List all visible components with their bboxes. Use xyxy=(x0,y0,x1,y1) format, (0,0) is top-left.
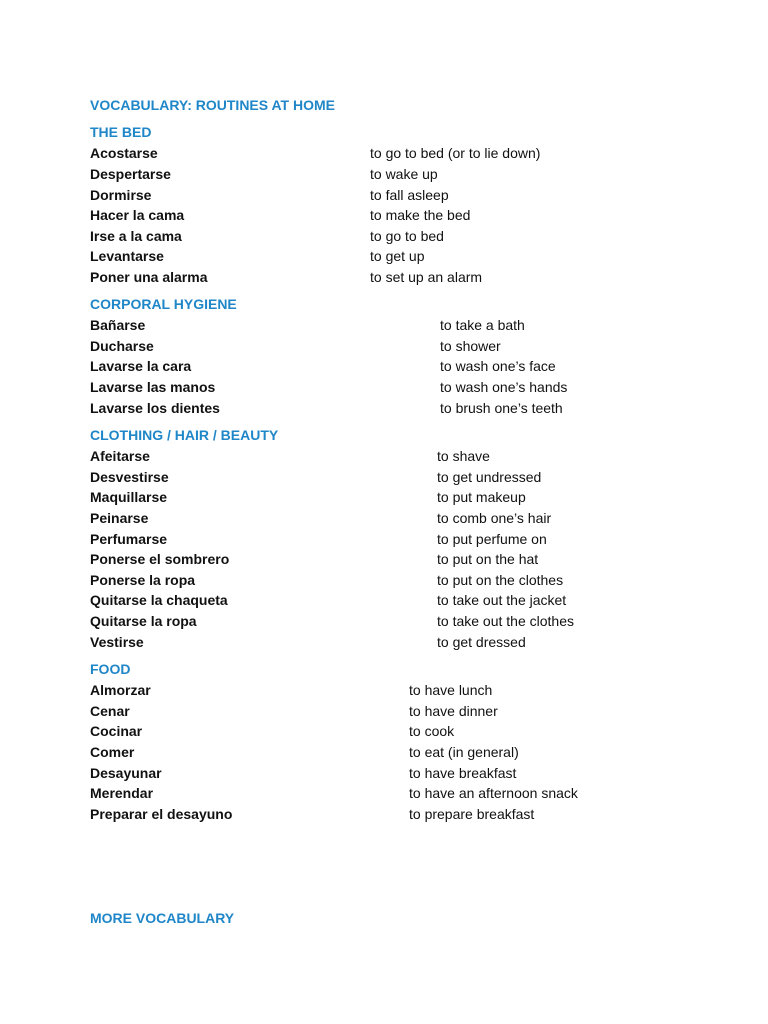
vocab-meaning: to take a bath xyxy=(440,317,525,333)
vocab-meaning: to wake up xyxy=(370,166,438,182)
vocab-meaning: to shower xyxy=(440,338,501,354)
vocab-entry xyxy=(90,448,710,468)
vocab-meaning: to take out the jacket xyxy=(437,592,567,608)
vocab-term: Lavarse las manos xyxy=(90,379,216,395)
vocab-entry xyxy=(90,379,710,399)
vocab-meaning: to take out the clothes xyxy=(437,613,574,629)
vocab-meaning: to fall asleep xyxy=(370,187,449,203)
vocab-term: Preparar el desayuno xyxy=(90,806,233,822)
vocab-term: Dormirse xyxy=(90,187,152,203)
vocab-meaning: to make the bed xyxy=(370,207,471,223)
vocab-entry xyxy=(90,723,710,743)
vocab-term: Vestirse xyxy=(90,634,144,650)
section-heading-more-vocabulary: MORE VOCABULARY xyxy=(90,910,235,926)
vocab-meaning: to have breakfast xyxy=(409,765,517,781)
vocab-term: Ponerse el sombrero xyxy=(90,551,230,567)
vocab-term: Merendar xyxy=(90,785,154,801)
vocab-meaning: to eat (in general) xyxy=(409,744,519,760)
vocab-term: Quitarse la chaqueta xyxy=(90,592,228,608)
vocab-meaning: to wash one’s face xyxy=(440,358,556,374)
vocab-entry xyxy=(90,489,710,509)
vocab-entry xyxy=(90,358,710,378)
vocab-entry xyxy=(90,744,710,764)
vocab-entry xyxy=(90,166,710,186)
vocab-term: Almorzar xyxy=(90,682,151,698)
vocab-entry xyxy=(90,469,710,489)
vocab-term: Lavarse la cara xyxy=(90,358,192,374)
vocab-meaning: to get up xyxy=(370,248,425,264)
vocab-term: Lavarse los dientes xyxy=(90,400,220,416)
vocab-meaning: to brush one’s teeth xyxy=(440,400,563,416)
vocab-entry xyxy=(90,806,710,826)
vocab-entry xyxy=(90,145,710,165)
vocab-term: Irse a la cama xyxy=(90,228,182,244)
vocab-term: Despertarse xyxy=(90,166,171,182)
vocab-meaning: to have lunch xyxy=(409,682,493,698)
vocab-entry xyxy=(90,703,710,723)
vocab-term: Acostarse xyxy=(90,145,158,161)
vocab-term: Desayunar xyxy=(90,765,162,781)
vocab-term: Desvestirse xyxy=(90,469,169,485)
vocab-meaning: to go to bed xyxy=(370,228,444,244)
vocab-entry xyxy=(90,551,710,571)
vocab-term: Bañarse xyxy=(90,317,146,333)
vocab-meaning: to prepare breakfast xyxy=(409,806,535,822)
vocab-meaning: to put perfume on xyxy=(437,531,547,547)
vocab-entry xyxy=(90,187,710,207)
vocab-term: Maquillarse xyxy=(90,489,168,505)
vocab-entry xyxy=(90,400,710,420)
vocab-term: Peinarse xyxy=(90,510,149,526)
vocab-term: Comer xyxy=(90,744,135,760)
vocab-meaning: to have an afternoon snack xyxy=(409,785,578,801)
vocab-entry xyxy=(90,317,710,337)
vocab-meaning: to set up an alarm xyxy=(370,269,483,285)
vocab-entry xyxy=(90,228,710,248)
vocab-term: Cocinar xyxy=(90,723,143,739)
vocab-meaning: to comb one’s hair xyxy=(437,510,552,526)
vocab-entry xyxy=(90,634,710,654)
vocab-entry xyxy=(90,338,710,358)
vocab-term: Hacer la cama xyxy=(90,207,185,223)
vocab-term: Afeitarse xyxy=(90,448,150,464)
vocab-entry xyxy=(90,207,710,227)
vocab-term: Ducharse xyxy=(90,338,154,354)
section-heading-clothing-hair-beauty: CLOTHING / HAIR / BEAUTY xyxy=(90,427,279,443)
section-heading-the-bed: THE BED xyxy=(90,124,152,140)
vocab-entry xyxy=(90,592,710,612)
vocab-meaning: to get undressed xyxy=(437,469,542,485)
vocab-term: Cenar xyxy=(90,703,130,719)
vocab-entry xyxy=(90,531,710,551)
vocab-meaning: to put makeup xyxy=(437,489,526,505)
vocab-meaning: to put on the hat xyxy=(437,551,539,567)
vocab-entry xyxy=(90,682,710,702)
page-title: VOCABULARY: ROUTINES AT HOME xyxy=(90,97,335,113)
vocab-meaning: to shave xyxy=(437,448,490,464)
vocab-entry xyxy=(90,572,710,592)
vocab-entry xyxy=(90,765,710,785)
vocab-meaning: to have dinner xyxy=(409,703,498,719)
vocab-term: Perfumarse xyxy=(90,531,168,547)
vocab-meaning: to get dressed xyxy=(437,634,526,650)
vocab-meaning: to cook xyxy=(409,723,455,739)
vocab-entry xyxy=(90,510,710,530)
vocab-term: Ponerse la ropa xyxy=(90,572,196,588)
vocab-term: Levantarse xyxy=(90,248,164,264)
section-heading-food: FOOD xyxy=(90,661,131,677)
vocab-meaning: to wash one’s hands xyxy=(440,379,568,395)
vocab-term: Quitarse la ropa xyxy=(90,613,197,629)
vocab-meaning: to put on the clothes xyxy=(437,572,564,588)
vocab-term: Poner una alarma xyxy=(90,269,208,285)
section-heading-corporal-hygiene: CORPORAL HYGIENE xyxy=(90,296,237,312)
vocab-meaning: to go to bed (or to lie down) xyxy=(370,145,541,161)
vocab-entry xyxy=(90,269,710,289)
vocab-entry xyxy=(90,785,710,805)
vocab-entry xyxy=(90,248,710,268)
vocab-entry xyxy=(90,613,710,633)
